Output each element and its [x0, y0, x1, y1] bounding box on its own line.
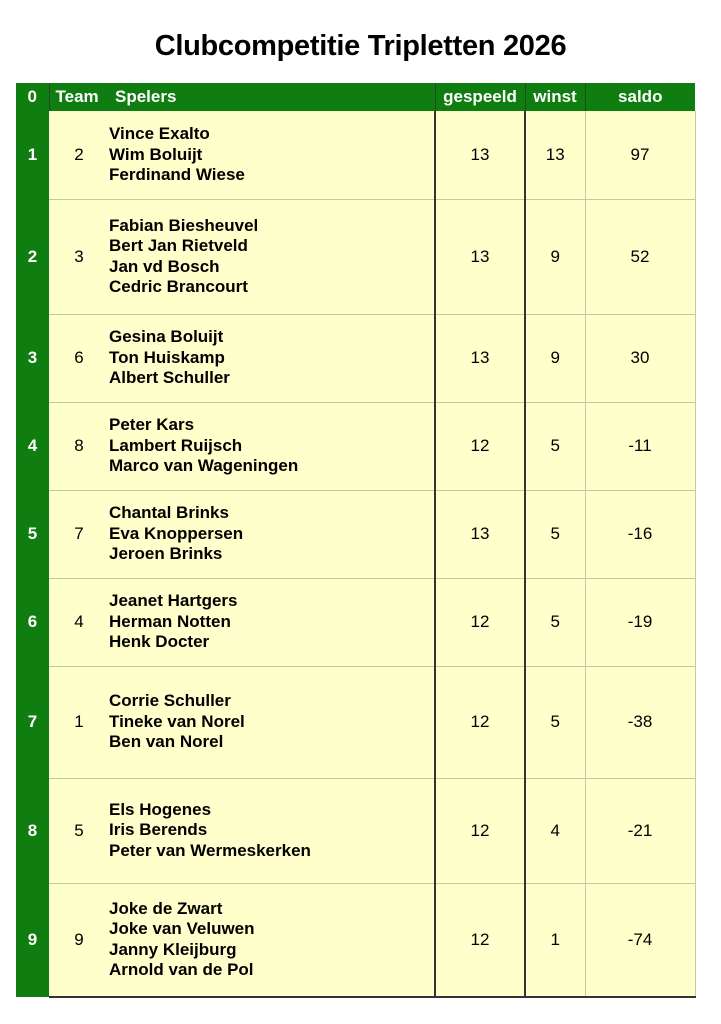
- player-name: Henk Docter: [109, 632, 210, 652]
- wins-cell: 5: [525, 666, 585, 778]
- player-name: Vince Exalto: [109, 124, 210, 143]
- player-name: Arnold van de Pol: [109, 960, 254, 980]
- played-cell: 13: [435, 111, 525, 199]
- wins-cell: 9: [525, 314, 585, 402]
- player-name: Gesina Boluijt: [109, 327, 224, 347]
- player-name: Peter van Wermeskerken: [109, 840, 311, 860]
- player-name: Ferdinand Wiese: [109, 165, 245, 184]
- players-cell: [109, 666, 435, 778]
- rank-cell: 6: [16, 578, 49, 666]
- team-cell: 3: [49, 199, 109, 314]
- played-cell: 13: [435, 314, 525, 402]
- team-cell: 6: [49, 314, 109, 402]
- player-name: Corrie Schuller: [109, 691, 231, 711]
- players-cell: [109, 314, 435, 402]
- table-row: [16, 490, 695, 578]
- saldo-cell: -11: [585, 402, 695, 490]
- header-rank: 0: [16, 83, 49, 111]
- player-name: Joke van Veluwen: [109, 919, 255, 939]
- team-cell: 5: [49, 778, 109, 883]
- saldo-cell: -19: [585, 578, 695, 666]
- player-name: Marco van Wageningen: [109, 456, 299, 476]
- team-cell: 8: [49, 402, 109, 490]
- players-cell: [109, 883, 435, 997]
- played-cell: 13: [435, 199, 525, 314]
- table-row: [16, 666, 695, 778]
- player-name: Joke de Zwart: [109, 898, 223, 918]
- wins-cell: 5: [525, 490, 585, 578]
- player-name: Chantal Brinks: [109, 503, 229, 523]
- players-cell: [109, 111, 435, 199]
- standings-table: [16, 83, 696, 998]
- played-cell: 12: [435, 402, 525, 490]
- player-name: Janny Kleijburg: [109, 939, 237, 959]
- wins-cell: 5: [525, 402, 585, 490]
- player-name: Tineke van Norel: [109, 711, 245, 731]
- team-cell: 1: [49, 666, 109, 778]
- wins-cell: 1: [525, 883, 585, 997]
- players-cell: [109, 199, 435, 314]
- played-cell: 12: [435, 666, 525, 778]
- played-cell: 12: [435, 778, 525, 883]
- team-cell: 2: [49, 111, 109, 199]
- header-played: gespeeld: [435, 83, 525, 111]
- player-name: Herman Notten: [109, 611, 231, 631]
- rank-cell: 5: [16, 490, 49, 578]
- played-cell: 13: [435, 490, 525, 578]
- table-row: [16, 578, 695, 666]
- saldo-cell: -38: [585, 666, 695, 778]
- players-cell: [109, 490, 435, 578]
- saldo-cell: -16: [585, 490, 695, 578]
- player-name: Wim Boluijt: [109, 144, 203, 164]
- rank-cell: 4: [16, 402, 49, 490]
- header-saldo: saldo: [585, 83, 695, 111]
- header-wins: winst: [525, 83, 585, 111]
- player-name: Albert Schuller: [109, 368, 230, 388]
- team-cell: 7: [49, 490, 109, 578]
- rank-cell: 7: [16, 666, 49, 778]
- page-title: Clubcompetitie Tripletten 2026: [154, 30, 567, 62]
- wins-cell: 9: [525, 199, 585, 314]
- saldo-cell: -21: [585, 778, 695, 883]
- player-name: Ben van Norel: [109, 732, 224, 752]
- saldo-cell: 52: [585, 199, 695, 314]
- saldo-cell: 97: [585, 111, 695, 199]
- rank-cell: 9: [16, 883, 49, 997]
- table-row: [16, 199, 695, 314]
- player-name: Bert Jan Rietveld: [109, 236, 248, 255]
- rank-cell: 2: [16, 199, 49, 314]
- player-name: Els Hogenes: [109, 799, 212, 819]
- wins-cell: 13: [525, 111, 585, 199]
- wins-cell: 4: [525, 778, 585, 883]
- table-row: [16, 883, 695, 997]
- table-row: [16, 402, 695, 490]
- player-name: Jeanet Hartgers: [109, 591, 238, 611]
- saldo-cell: -74: [585, 883, 695, 997]
- player-name: Peter Kars: [109, 415, 195, 435]
- table-row: [16, 314, 695, 402]
- header-players: Spelers: [109, 83, 435, 111]
- player-name: Eva Knoppersen: [109, 523, 244, 543]
- players-cell: [109, 402, 435, 490]
- player-name: Jeroen Brinks: [109, 544, 223, 564]
- team-cell: 9: [49, 883, 109, 997]
- players-cell: [109, 778, 435, 883]
- saldo-cell: 30: [585, 314, 695, 402]
- player-name: Cedric Brancourt: [109, 277, 248, 296]
- player-name: Iris Berends: [109, 820, 208, 840]
- team-cell: 4: [49, 578, 109, 666]
- player-name: Ton Huiskamp: [109, 347, 225, 367]
- header-row: [16, 83, 695, 111]
- rank-cell: 8: [16, 778, 49, 883]
- played-cell: 12: [435, 578, 525, 666]
- header-team: Team: [49, 83, 109, 111]
- player-name: Jan vd Bosch: [109, 256, 220, 276]
- rank-cell: 1: [16, 111, 49, 199]
- player-name: Fabian Biesheuvel: [109, 215, 259, 235]
- wins-cell: 5: [525, 578, 585, 666]
- table-row: [16, 778, 695, 883]
- players-cell: [109, 578, 435, 666]
- table-row: [16, 111, 695, 199]
- rank-cell: 3: [16, 314, 49, 402]
- played-cell: 12: [435, 883, 525, 997]
- player-name: Lambert Ruijsch: [109, 435, 243, 455]
